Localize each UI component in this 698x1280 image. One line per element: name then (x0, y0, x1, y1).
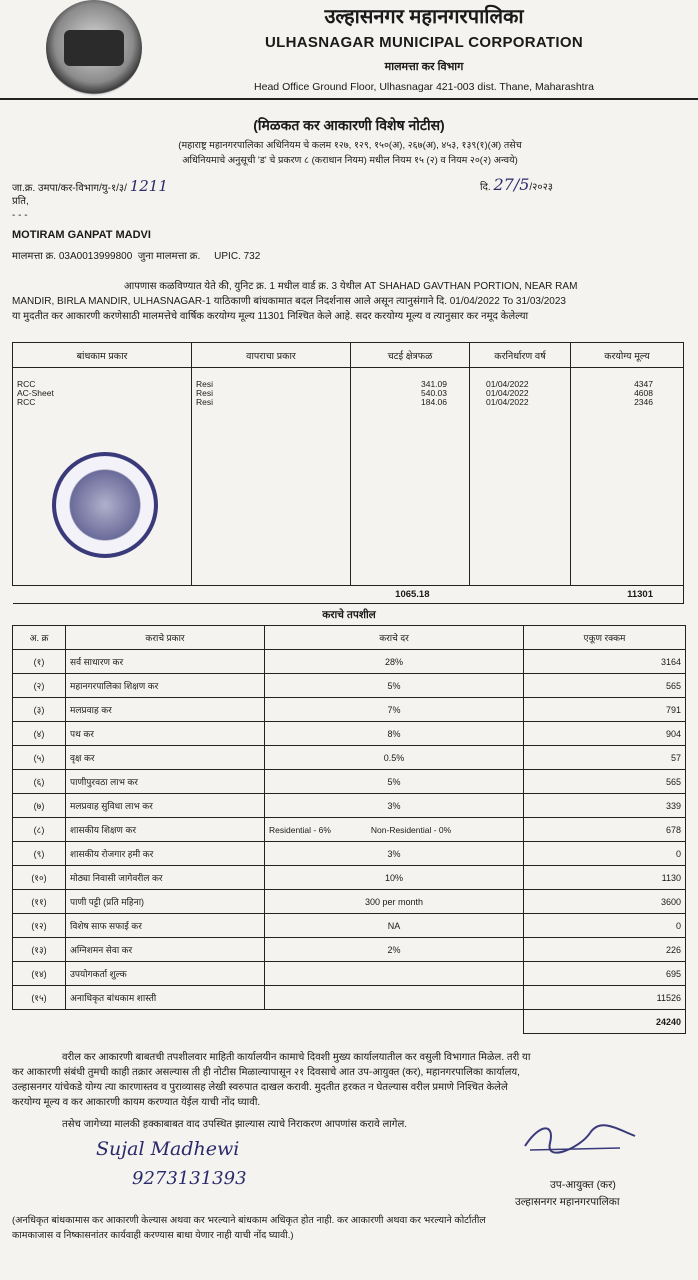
table-row: (१५) अनाधिकृत बांधकाम शास्ती 11526 (13, 986, 686, 1010)
table-row: (४) पथ कर 8% 904 (13, 722, 686, 746)
table-row: (११) पाणी पट्टी (प्रति महिना) 300 per month 3600 (13, 890, 686, 914)
notice-title: (मिळकत कर आकारणी विशेष नोटीस) (253, 117, 445, 133)
header-divider (0, 98, 698, 100)
corporation-seal (52, 452, 158, 558)
reference-handwritten: 1211 (129, 177, 168, 195)
disclaimer-line-1: (अनधिकृत बांधकामास कर आकारणी केल्यास अथवा कर भरल्याने बांधकाम अधिकृत होत नाही. कर आकारणी अथवा कर भरल्याने कोर्टातील (12, 1215, 486, 1226)
footer-line-2: कर आकारणी संबंधी तुमची काही तक्रार असल्यास ती ही नोटीस मिळाल्यापासून २१ दिवसाचे आत उप-आयुक्त (कर), महानगरपालिका कार्यालय, (12, 1067, 520, 1078)
notice-legal-ref-1: (महाराष्ट्र महानगरपालिका अधिनियम चे कलम १२७, १२९, १५०(अ), २६७(अ), ४५३, १३९(१)(अ) तसेच (178, 140, 522, 151)
col-carpet-area: चटई क्षेत्रफळ (351, 343, 470, 368)
table-row: RCC (17, 397, 36, 407)
notice-date: दि. 27/5/२०२३ (480, 175, 553, 194)
corporation-logo (46, 0, 142, 96)
tax-table-header: अ. क्र कराचे प्रकार कराचे दर एकूण रक्कम (13, 626, 686, 650)
table-row: RCC (17, 379, 36, 389)
property-info-line: मालमत्ता क्र. 03A0013999800 जुना मालमत्ता क्र. UPIC. 732 (12, 251, 261, 262)
table-row: (६) पाणीपुरवठा लाभ कर 5% 565 (13, 770, 686, 794)
table-row: (१३) अग्निशमन सेवा कर 2% 226 (13, 938, 686, 962)
addressee-label: प्रति, (12, 196, 29, 207)
table-row: AC-Sheet (17, 388, 54, 398)
owner-name: MOTIRAM GANPAT MADVI (12, 229, 151, 241)
handwritten-name: Sujal Madhewi (96, 1138, 240, 1160)
separator-dashes: - - - (12, 210, 28, 221)
table-row: (५) वृक्ष कर 0.5% 57 (13, 746, 686, 770)
total-taxable-value: 11301 (571, 586, 684, 604)
signatory-title: उप-आयुक्त (कर) (550, 1179, 616, 1191)
corporation-name-english: ULHASNAGAR MUNICIPAL CORPORATION (265, 34, 583, 51)
col-usage-type: वापराचा प्रकार (192, 343, 351, 368)
officer-signature (520, 1118, 640, 1158)
signatory-organisation: उल्हासनगर महानगरपालिका (515, 1196, 620, 1208)
footer-line-3: उल्हासनगर यांचेकडे योग्य त्या कारणास्तव व पुराव्यासह लेखी स्वरुपात दाखल करावी. मुदतीत हरकत न घेतल्यास वरील प्रमाणे निश्चित केलेले (12, 1082, 508, 1093)
department-name: मालमत्ता कर विभाग (384, 61, 464, 73)
notice-legal-ref-2: अधिनियमाचे अनुसूची 'ड' चे प्रकरण ८ (कराधान नियम) मधील नियम १५ (२) व नियम २०(२) अन्वये) (182, 155, 518, 166)
reference-number: जा.क्र. उमपा/कर-विभाग/यु-१/३/ 1211 (12, 177, 168, 195)
grand-total: 24240 (524, 1010, 686, 1034)
disclaimer-line-2: कामकाजास व निष्कासनांतर कार्यवाही करण्यास बाधा येणार नाही याची नोंद घ्यावी.) (12, 1230, 294, 1241)
property-number: 03A0013999800 (58, 251, 133, 262)
table-row: (१४) उपयोगकर्ता शुल्क 695 (13, 962, 686, 986)
col-construction-type: बांधकाम प्रकार (13, 343, 192, 368)
col-assessment-year: करनिर्धारण वर्ष (470, 343, 571, 368)
property-table-header (13, 343, 684, 368)
table-row: (१०) मोठ्या निवासी जागेवरील कर 10% 1130 (13, 866, 686, 890)
table-row: (२) महानगरपालिका शिक्षण कर 5% 565 (13, 674, 686, 698)
total-area: 1065.18 (351, 586, 470, 604)
body-line-3: या मुदतीत कर आकारणी करणेसाठी मालमत्तेचे वार्षिक करयोग्य मूल्य 11301 निश्चित केले आहे. सदर करयोग्य मूल्य व त्यानुसार कर नमूद केलेल्या (12, 311, 529, 322)
footer-line-4: करयोग्य मूल्य व कर आकारणी कायम करण्यात येईल याची नोंद घ्यावी. (12, 1097, 261, 1108)
footer-line-1: वरील कर आकारणी बाबतची तपशीलवार माहिती कार्यालयीन कामाचे दिवशी मुख्य कार्यालयातील कर वसुली विभागात मिळेल. तरी या (62, 1052, 531, 1063)
table-row: (१२) विशेष साफ सफाई कर NA 0 (13, 914, 686, 938)
tax-details-title: कराचे तपशील (322, 609, 376, 621)
residential-rate: Residential - 6% (269, 824, 331, 835)
handwritten-phone: 9273131393 (132, 1168, 247, 1189)
tax-table (12, 625, 686, 1034)
non-residential-rate: Non-Residential - 0% (370, 824, 452, 835)
body-line-2: MANDIR, BIRLA MANDIR, ULHASNAGAR-1 याठिकाणी बांधकामात बदल निदर्शनास आले असून त्यानुसंगाने दि. 01/04/2022 To 31/03/2023 (12, 296, 566, 307)
col-taxable-value: करयोग्य मूल्य (571, 343, 684, 368)
table-row: (८) शासकीय शिक्षण कर Residential - 6% Non-Residential - 0% 678 (13, 818, 686, 842)
property-table-total (13, 586, 684, 604)
corporation-name-marathi: उल्हासनगर महानगरपालिका (324, 6, 524, 28)
footer-line-5: तसेच जागेच्या मालकी हक्काबाबत वाद उपस्थित झाल्यास त्याचे निराकरण आपणांस करावे लागेल. (62, 1119, 407, 1130)
office-address: Head Office Ground Floor, Ulhasnagar 421-003 dist. Thane, Maharashtra (254, 81, 594, 93)
table-row: (३) मलप्रवाह कर 7% 791 (13, 698, 686, 722)
table-row: (१) सर्व साधारण कर 28% 3164 (13, 650, 686, 674)
property-table-body: RCC AC-Sheet RCC Resi Resi Resi 341.09 540.03 184.06 01/04/2022 01/04/2022 01/04/2022 4347 4608 2346 (13, 368, 684, 586)
tax-grand-total-row (13, 1010, 686, 1034)
upic-number: UPIC. 732 (214, 251, 261, 262)
table-row: (९) शासकीय रोजगार हमी कर 3% 0 (13, 842, 686, 866)
table-row: (७) मलप्रवाह सुविधा लाभ कर 3% 339 (13, 794, 686, 818)
body-line-1: आपणास कळविण्यात येते की, युनिट क्र. 1 मधील वार्ड क्र. 3 येथील AT SHAHAD GAVTHAN PORTION, NEAR RAM (124, 281, 578, 292)
